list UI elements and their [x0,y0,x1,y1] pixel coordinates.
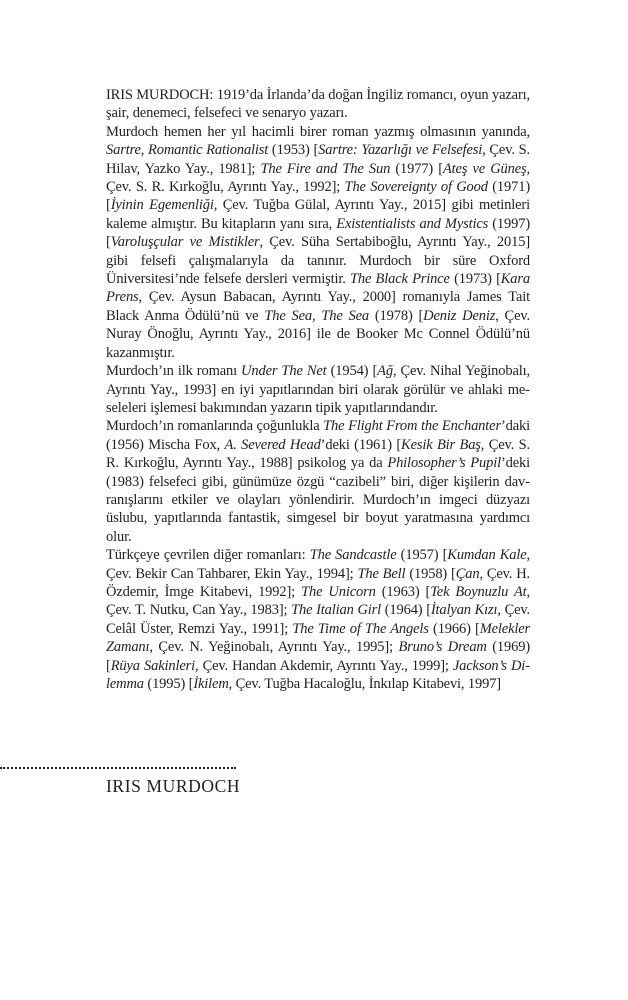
text-run: IRIS MURDOCH: 1919’da İrlanda’da doğan İngiliz romancı, oyun yazarı, şair, denemeci, felsefeci ve senaryo yazarı. [106,87,530,122]
text-run: ’deki (1961) [ [320,436,402,453]
text-run: (1964) [ [381,602,431,619]
text-run: (1969) [ [106,639,531,674]
italic-title: The Fire and The Sun [260,160,391,177]
italic-title: The Sandcastle [309,547,397,564]
italic-title: Ateş ve Güneş [442,160,527,177]
author-biography [106,86,530,693]
italic-title: Philosopher’s Pupil [387,455,501,472]
text-run: (1977) [ [390,160,443,177]
italic-title: Existentialists and Mystics [336,215,489,232]
text-run: , Çev. S. R. Kırkoğlu, Ayrıntı Yay., 1988] psikolog ya da [106,436,530,472]
text-run: , Çev. Tuğba Hacaloğlu, İnkılap Kitabevi, 1997] [228,676,501,692]
bio-paragraph [106,362,530,417]
bio-paragraph [106,86,530,123]
italic-title: Tek Boynuzlu At [430,583,527,600]
text-run: , Çev. Tuğba Gülal, Ayrıntı Yay., 2015] gibi metinleri kaleme almıştır. Bu kitapların yanı sıra, [106,197,530,232]
italic-title: Çan [455,565,480,582]
italic-title: Sartre: Yazarlığı ve Felsefesi [318,142,483,159]
italic-title: İtalyan Kızı [430,602,498,619]
italic-title: The Black Prince [350,271,450,288]
italic-title: İkilem [193,676,229,692]
text-run: (1954) [ [326,363,378,380]
italic-title: The Italian Girl [291,602,382,619]
italic-title: Kumdan Kale [447,547,527,564]
text-run: Türkçeye çevrilen diğer romanları: [106,547,310,564]
italic-title: The Time of The Angels [292,620,429,637]
italic-title: Rüya Sakinleri [110,657,195,674]
italic-title: A. Severed Head [224,436,321,453]
text-run: , Çev. S. R. Kırkoğlu, Ayrıntı Yay., 1992]; [106,160,531,196]
text-run: (1966) [ [428,620,480,637]
text-run: (1957) [ [396,547,448,564]
italic-title: Melekler Zamanı [106,620,531,656]
text-run: (1997) [ [106,215,531,251]
text-run: , Çev. Bekir Can Tahbarer, Ekin Yay., 1994]; [106,547,530,582]
author-name-footer: IRIS MURDOCH [106,776,241,796]
text-run: (1971) [ [106,179,531,214]
italic-title: Varoluşçular ve Mistikler [110,234,260,251]
bio-paragraph [106,417,530,546]
italic-title: The Sovereignty of Good [344,179,488,196]
italic-title: Kara Prens [106,271,530,306]
text-run: , Çev. Süha Sertabiboğlu, Ayrıntı Yay., 2015] gibi felsefi çalışmalarıyla da tanınır. Murdoch bir süre Oxford Üniversitesi’nde felsefe dersleri vermiştir. [106,234,530,288]
italic-title: Kesik Bir Baş [401,436,481,453]
italic-title: Bruno’s Dream [398,639,487,656]
italic-title: İyinin Egemenliği [110,197,214,214]
italic-title: Jackson’s Dilemma [106,657,530,692]
bio-paragraph [106,123,530,362]
italic-title: Under The Net [241,363,327,380]
text-run: , Çev. Nihal Yeğinobalı, Ayrıntı Yay., 1993] en iyi yapıtlarından biri olarak görülür ve ahlaki meseleleri işlemesi bakımından yazarın tipik yapıtlarındandır. [106,363,530,416]
text-run: , Çev. S. Hilav, Yazko Yay., 1981]; [106,142,530,177]
italic-title: Sartre, Romantic Rationalist [106,142,269,159]
text-run: (1963) [ [375,583,431,600]
text-run: (1995) [ [143,676,194,692]
text-run: , Çev. H. Özdemir, İmge Kitabevi, 1992]; [106,565,530,600]
text-run: (1953) [ [268,142,319,159]
text-run: Murdoch hemen her yıl hacimli birer roman yazmış olmasının yanında, [106,123,530,140]
text-run: , Çev. Celâl Üster, Remzi Yay., 1991]; [106,602,531,637]
text-run: , Çev. Aysun Babacan, Ayrıntı Yay., 2000] romanıyla James Tait Black Anma Ödülü’nü ve [106,289,530,324]
text-run: ’daki (1956) Mischa Fox, [106,418,530,453]
text-run: Murdoch’ın ilk romanı [106,363,242,380]
text-run: ’deki (1983) felsefeci gibi, günümüze özgü “cazibeli” biri, diğer kişilerin davranışlarını etkiler ve olayları yönlendirir. Murdoch’ın imgeci düzyazı üslubu, yapıtlarında fantastik, simgesel bir boyut yaratmasına yardımcı olur. [106,455,531,545]
italic-title: Deniz Deniz [423,307,496,324]
text-run: , Çev. Nuray Önoğlu, Ayrıntı Yay., 2016] ile de Booker Mc Connel Ödülü’nü kazanmıştır. [106,307,530,361]
text-run: , Çev. Handan Akdemir, Ayrıntı Yay., 1999]; [195,657,453,674]
italic-title: The Bell [357,565,406,582]
text-run: (1978) [ [369,307,424,324]
text-run: , Çev. N. Yeğinobalı, Ayrıntı Yay., 1995]; [149,639,399,656]
dotted-divider [0,767,236,769]
text-run: , Çev. T. Nutku, Can Yay., 1983]; [106,583,531,619]
text-run: (1958) [ [405,565,456,582]
italic-title: The Unicorn [301,583,376,600]
italic-title: Ağ [377,363,393,380]
bio-paragraph [106,546,530,693]
text-run: Murdoch’ın romanlarında çoğunlukla [106,418,324,435]
italic-title: The Sea, The Sea [264,307,369,324]
italic-title: The Flight From the Enchanter [323,418,501,435]
text-run: (1973) [ [449,271,501,288]
